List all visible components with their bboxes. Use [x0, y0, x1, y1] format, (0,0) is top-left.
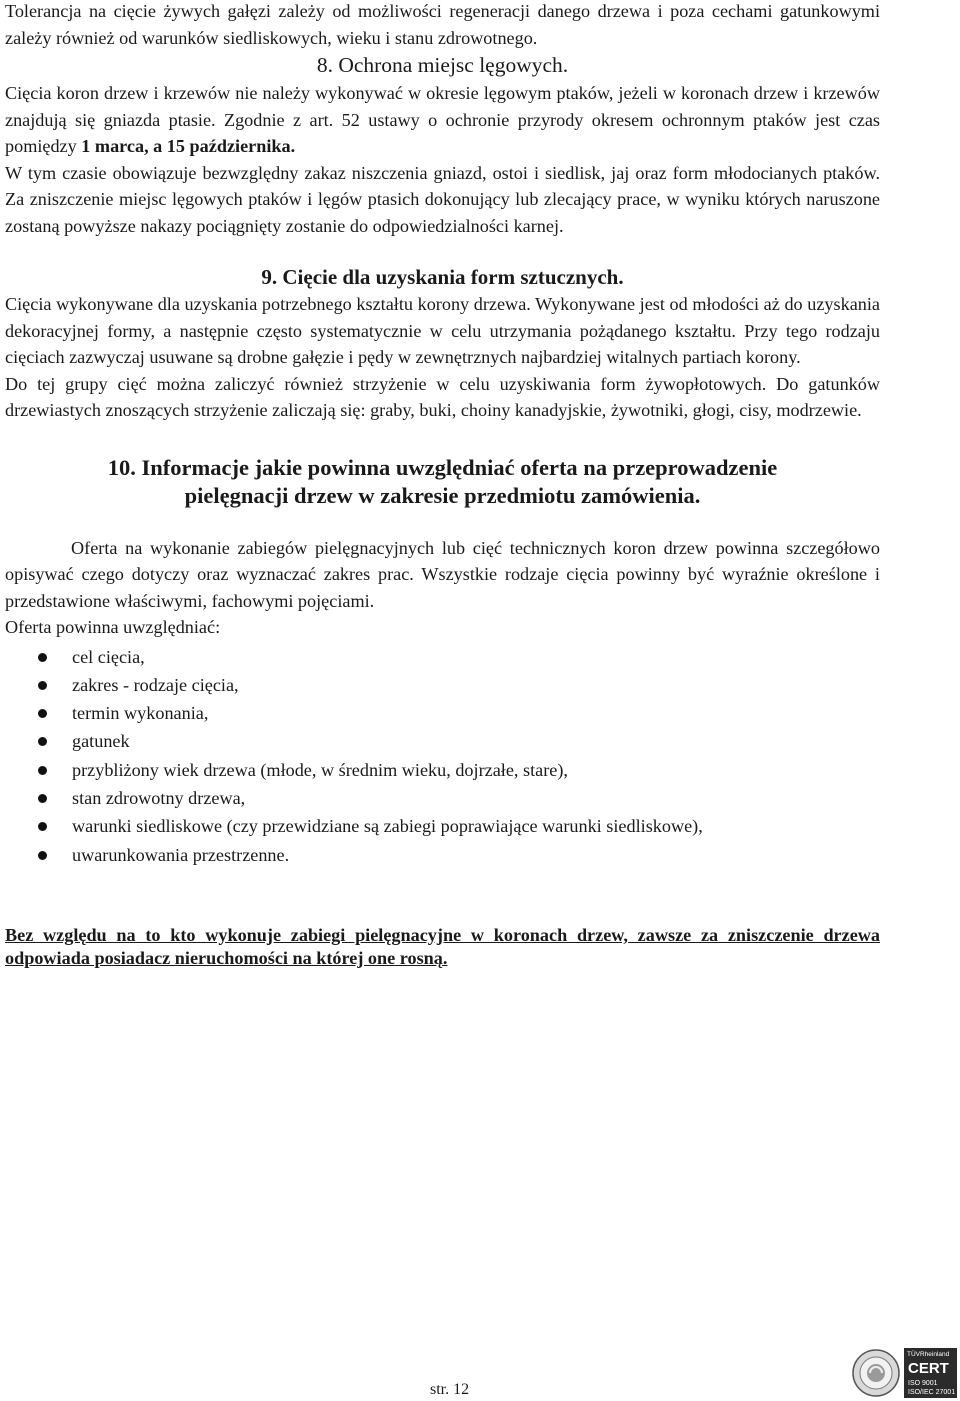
section-9-paragraph-1: Cięcia wykonywane dla uzyskania potrzebnego kształtu korony drzewa. Wykonywane jest od młodości aż do uzyskania dekoracyjnej formy, a następnie często systematycznie w celu utrzymania pożądanego kształtu. Przy tego rodzaju cięciach zazwyczaj usuwane są drobne gałęzie i pędy w zewnętrznych najbardziej witalnych partiach korony. [5, 294, 880, 367]
bullet-icon [38, 822, 47, 831]
bird-protection-period: 1 marca, a 15 października. [81, 136, 296, 156]
section-8-paragraph-1 [5, 80, 880, 160]
offer-list-intro: Oferta powinna uwzględniać: [5, 617, 221, 637]
tuv-cert-badge [904, 1348, 957, 1398]
certification-logos [851, 1346, 958, 1399]
section-8-heading: 8. Ochrona miejsc lęgowych. [316, 53, 569, 77]
cert-brand: TÜVRheinland [907, 1351, 950, 1358]
bullet-icon [38, 766, 47, 775]
page-number: str. 12 [430, 1381, 470, 1398]
section-10-paragraph-1: Oferta na wykonanie zabiegów pielęgnacyjnych lub cięć technicznych koron drzew powinna szczegółowo opisywać czego dotyczy oraz wyznaczać zakres prac. Wszystkie rodzaje cięcia powinny być wyraźnie określone i przedstawione właściwymi, fachowymi pojęciami. [5, 537, 880, 611]
section-9-paragraph-2: Do tej grupy cięć można zaliczyć również strzyżenie w celu uzyskiwania form żywopłotowych. Do gatunków drzewiastych znoszących strzyżenie zaliczają się: graby, buki, choiny kanadyjskie, żywotniki, głogi, cisy, modrzewie. [5, 373, 880, 420]
list-item: stan zdrowotny drzewa, [5, 784, 880, 812]
final-note: Bez względu na to kto wykonuje zabiegi pielęgnacyjne w koronach drzew, zawsze za zniszczenie drzewa odpowiada posiadacz nieruchomości na której one rosną. [5, 924, 880, 968]
section-8-paragraph-2: W tym czasie obowiązuje bezwzględny zakaz niszczenia gniazd, ostoi i siedlisk, jaj oraz form młodocianych ptaków. Za zniszczenie miejsc lęgowych ptaków i lęgów ptasich dokonujący lub zlecający prace, w wyniku których naruszone zostaną powyższe nakazy pociągnięty zostanie do odpowiedzialności karnej. [5, 162, 880, 236]
cert-iso-27001: ISO/IEC 27001 [908, 1389, 956, 1396]
bullet-icon [38, 737, 47, 746]
bullet-icon [38, 851, 47, 860]
bullet-icon [38, 681, 47, 690]
cert-iso-9001: ISO 9001 [908, 1380, 938, 1387]
list-item: warunki siedliskowe (czy przewidziane są zabiegi poprawiające warunki siedliskowe), [5, 812, 880, 840]
section-8-paragraph-1-text: Cięcia koron drzew i krzewów nie należy wykonywać w okresie lęgowym ptaków, jeżeli w koronach drzew i krzewów znajdują się gniazda ptasie. Zgodnie z art. 52 ustawy o ochronie przyrody okresem ochronnym ptaków jest czas pomiędzy [5, 83, 880, 156]
section-10-heading-line-2: pielęgnacji drzew w zakresie przedmiotu zamówienia. [184, 482, 701, 508]
cert-title: CERT [908, 1360, 949, 1377]
bullet-icon [38, 653, 47, 662]
bullet-icon [38, 709, 47, 718]
list-item: termin wykonania, [5, 699, 880, 727]
list-item: gatunek [5, 727, 880, 755]
section-10-heading-line-1: 10. Informacje jakie powinna uwzględniać oferta na przeprowadzenie [107, 454, 778, 480]
list-item: przybliżony wiek drzewa (młode, w średnim wieku, dojrzałe, stare), [5, 756, 880, 784]
offer-requirements-list [5, 643, 880, 869]
section-9-heading: 9. Cięcie dla uzyskania form sztucznych. [261, 265, 624, 289]
intro-paragraph: Tolerancja na cięcie żywych gałęzi zależy od możliwości regeneracji danego drzewa i poza cechami gatunkowymi zależy również od warunków siedliskowych, wieku i stanu zdrowotnego. [5, 1, 880, 48]
document-page [5, 0, 880, 970]
tuv-seal-icon [853, 1350, 899, 1396]
list-item: cel cięcia, [5, 643, 880, 671]
list-item: zakres - rodzaje cięcia, [5, 671, 880, 699]
list-item: uwarunkowania przestrzenne. [5, 841, 880, 869]
bullet-icon [38, 794, 47, 803]
